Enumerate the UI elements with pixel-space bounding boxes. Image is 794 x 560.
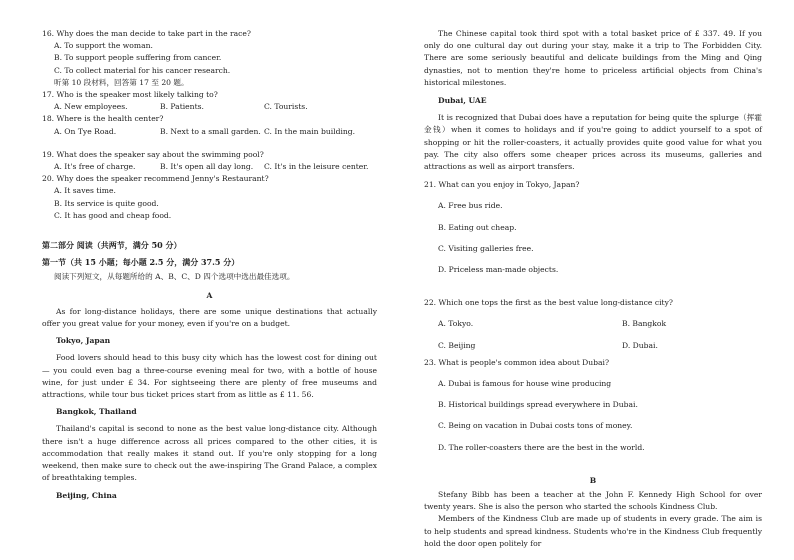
q22-option-d: D. Dubai. [622, 340, 658, 350]
question-21: 21. What can you enjoy in Tokyo, Japan? [424, 180, 580, 190]
reading-instruction: 阅读下列短文，从每题所给的 A、B、C、D 四个选项中选出最佳选项。 [54, 272, 295, 282]
q16-option-a: A. To support the woman. [54, 41, 153, 51]
q16-option-b: B. To support people suffering from cancer. [54, 53, 222, 63]
q17-options [42, 101, 377, 113]
q23-option-d: D. The roller-coasters there are the best in the world. [438, 442, 645, 452]
dubai-heading: Dubai, UAE [438, 96, 487, 106]
tokyo-heading: Tokyo, Japan [56, 336, 111, 346]
question-19: 19. What does the speaker say about the swimming pool? [42, 149, 264, 159]
q22-options-cd [424, 340, 762, 352]
question-23: 23. What is people's common idea about Dubai? [424, 357, 610, 367]
dubai-paragraph: It is recognized that Dubai does have a reputation for being quite the splurge（挥霍金钱）when it comes to holidays and if you're going to addict yourself to a spot of shopping or hit the roller-coasters, it actually provides quite good value for what you pay. The city also offers some cheaper prices across its museums, galleries and attractions as well as airport transfers. [424, 113, 762, 172]
tokyo-paragraph: Food lovers should head to this busy city which has the lowest cost for dining out — you could even bag a three-course evening meal for two, with a bottle of house wine, for just under £ 34. For sightseeing there are plenty of free museums and attractions, while tour bus ticket prices start from as little as £ 11. 56. [42, 353, 377, 400]
q21-option-d: D. Priceless man-made objects. [438, 265, 559, 275]
q17-option-a: A. New employees. [54, 102, 128, 112]
q17-option-b: B. Patients. [160, 102, 204, 112]
question-16: 16. Why does the man decide to take part in the race? [42, 29, 251, 38]
right-column [424, 28, 762, 550]
listening-note: 听第 10 段材料，回答第 17 至 20 题。 [54, 77, 189, 87]
q20-option-c: C. It has good and cheap food. [54, 210, 172, 220]
question-22: 22. Which one tops the first as the best value long-distance city? [424, 298, 673, 308]
q20-option-a: A. It saves time. [54, 186, 116, 196]
passage-b-paragraph-1: Stefany Bibb has been a teacher at the John F. Kennedy High School for over twenty years. She is also the person who started the schools Kindness Club. [424, 490, 762, 512]
q21-option-b: B. Eating out cheap. [438, 222, 517, 232]
q23-option-a: A. Dubai is famous for house wine producing [438, 379, 612, 389]
q20-option-b: B. Its service is quite good. [54, 198, 159, 208]
passage-b-label: B [589, 475, 597, 485]
q17-option-c: C. Tourists. [264, 102, 308, 112]
beijing-heading: Beijing, China [56, 490, 117, 500]
q22-option-c: C. Beijing [438, 340, 476, 350]
q23-option-c: C. Being on vacation in Dubai costs tons of money. [438, 421, 633, 431]
q22-option-b: B. Bangkok [622, 319, 667, 329]
part-two-heading: 第二部分 阅读（共两节，满分 50 分） [42, 240, 182, 251]
q18-options [42, 126, 377, 138]
q21-option-c: C. Visiting galleries free. [438, 243, 534, 253]
question-17: 17. Who is the speaker most likely talking to? [42, 90, 218, 100]
passage-a-intro: As for long-distance holidays, there are some unique destinations that actually offer you great value for your money, even if you're on a budget. [42, 306, 377, 329]
q19-options [42, 161, 377, 173]
q16-option-c: C. To collect material for his cancer research. [54, 65, 231, 75]
q18-option-b: B. Next to a small garden. [160, 126, 261, 136]
question-20: 20. Why does the speaker recommend Jenny's Restaurant? [42, 174, 269, 184]
section-one-heading: 第一节（共 15 小题；每小题 2.5 分，满分 37.5 分） [42, 257, 240, 268]
q19-option-b: B. It's open all day long. [160, 162, 254, 172]
q18-option-a: A. On Tye Road. [54, 126, 117, 136]
passage-b-paragraph-2: Members of the Kindness Club are made up of students in every grade. The aim is to help students and spread kindness. Students who're in the Kindness Club frequently hold the door open politely for [424, 514, 762, 548]
q18-option-c: C. In the main building. [264, 126, 356, 136]
q22-option-a: A. Tokyo. [438, 319, 474, 329]
left-column [42, 28, 377, 502]
q23-option-b: B. Historical buildings spread everywhere in Dubai. [438, 400, 638, 410]
q19-option-a: A. It's free of charge. [54, 162, 136, 172]
question-18: 18. Where is the health center? [42, 114, 164, 124]
q22-options-ab [424, 318, 762, 330]
q19-option-c: C. It's in the leisure center. [264, 162, 369, 172]
q21-option-a: A. Free bus ride. [438, 201, 503, 211]
bangkok-paragraph: Thailand's capital is second to none as the best value long-distance city. Although there isn't a huge difference across all prices compared to the other cities, it is accommodation that really makes it stand out. If you're only stopping for a long weekend, then make sure to check out the awe-inspiring The Grand Palace, a complex of breathtaking temples. [42, 424, 377, 483]
passage-a-label: A [206, 290, 213, 300]
beijing-paragraph: The Chinese capital took third spot with a total basket price of £ 337. 49. If you only do one cultural day out during your stay, make it a trip to The Forbidden City. There are some seriously beautiful and delicate buildings from the Ming and Qing dynasties, not to mention they're home to priceless artificial objects from China's historical milestones. [424, 29, 762, 87]
bangkok-heading: Bangkok, Thailand [56, 407, 137, 417]
